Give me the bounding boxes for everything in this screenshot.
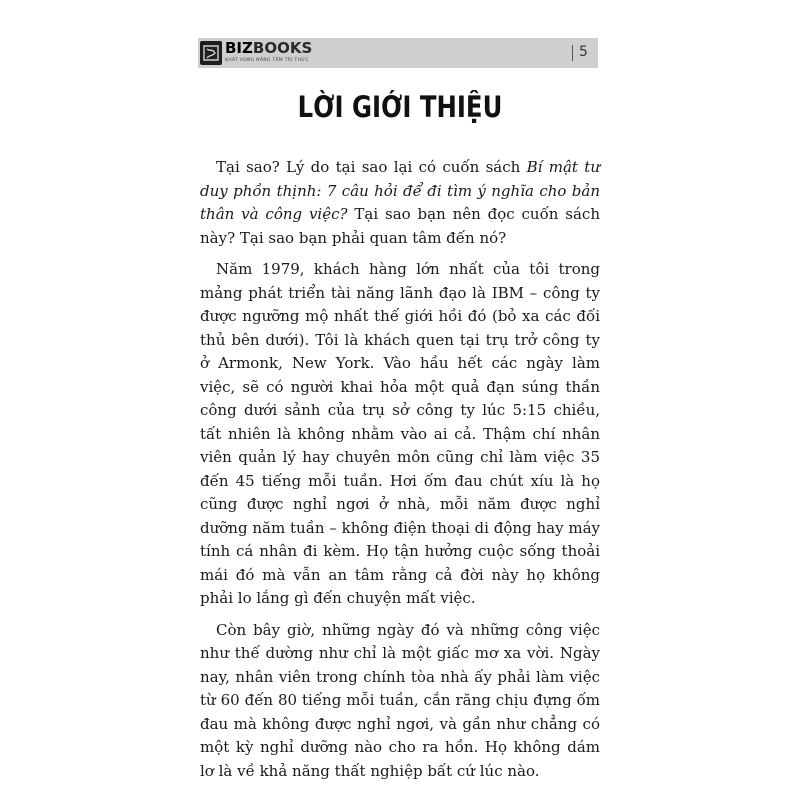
bizbooks-logo-icon <box>200 41 222 65</box>
paragraph-3: Còn bây giờ, những ngày đó và những công việc như thế dường như chỉ là một giấc mơ xa vời. Ngày nay, nhân viên trong chính tòa nhà ấy phải làm việc từ 60 đến 80 tiếng mỗi tuần, cắn răng chịu đựng ốm đau mà không được nghỉ ngơi, và gần như chẳng có một kỳ nghỉ dưỡng nào cho ra hồn. Họ không dám lơ là về khả năng thất nghiệp bất cứ lúc nào. <box>200 620 600 780</box>
chapter-title: LỜI GIỚI THIỆU <box>297 90 503 124</box>
brand-name <box>225 40 312 56</box>
paragraph-1-tail: Tại sao bạn nên đọc cuốn sách này? Tại sao bạn phải quan tâm đến nó? <box>200 205 600 247</box>
brand-tagline: KHÁT VỌNG NÂNG TẦM TRI THỨC <box>225 58 309 63</box>
paragraph-1 <box>200 156 600 250</box>
book-title-italic: Bí mật tư duy phồn thịnh: 7 câu hỏi để đi tìm ý nghĩa cho bản thân và công việc? <box>200 158 600 223</box>
paragraph-1-lead: Tại sao? Lý do tại sao lại có cuốn sách <box>216 158 527 176</box>
body-text <box>200 156 600 791</box>
brand-bold: BIZ <box>225 39 253 57</box>
page-number: 5 <box>579 44 588 60</box>
page-number-divider <box>572 45 573 61</box>
brand-rest: BOOKS <box>252 39 313 57</box>
paragraph-2: Năm 1979, khách hàng lớn nhất của tôi trong mảng phát triển tài năng lãnh đạo là IBM – công ty được ngưỡng mộ nhất thế giới hồi đó (bỏ xa các đối thủ bên dưới). Tôi là khách quen tại trụ trở công ty ở Armonk, New York. Vào hầu hết các ngày làm việc, sẽ có người khai hỏa một quả đạn súng thần công dưới sảnh của trụ sở công ty lúc 5:15 chiều, tất nhiên là không nhằm vào ai cả. Thậm chí nhân viên quản lý hay chuyên môn cũng chỉ làm việc 35 đến 45 tiếng mỗi tuần. Hơi ốm đau chút xíu là họ cũng được nghỉ ngơi ở nhà, mỗi năm được nghỉ dưỡng năm tuần – không điện thoại di động hay máy tính cá nhân đi kèm. Họ tận hưởng cuộc sống thoải mái đó mà vẫn an tâm rằng cả đời này họ không phải lo lắng gì đến chuyện mất việc. <box>200 260 600 607</box>
